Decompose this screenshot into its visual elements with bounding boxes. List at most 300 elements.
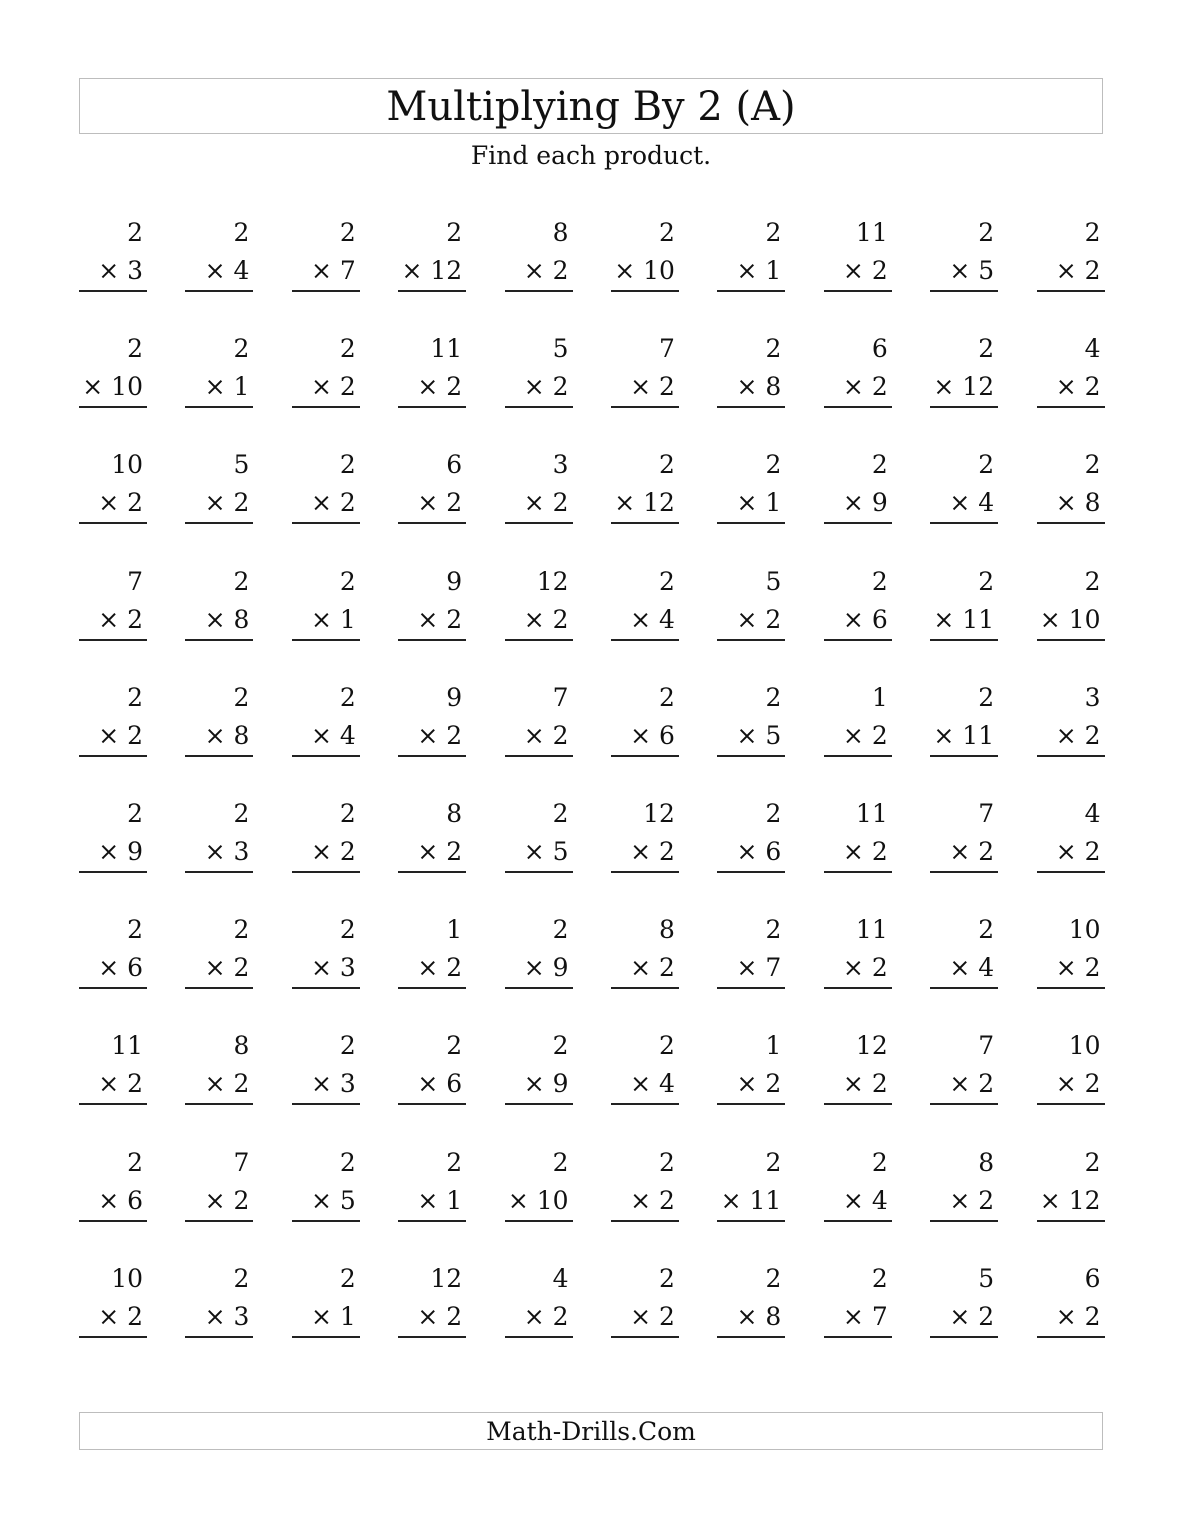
multiplier: × 3 (292, 949, 360, 989)
page-title: Multiplying By 2 (A) (386, 84, 796, 130)
problem-6-10 (1037, 795, 1105, 911)
multiplier: × 9 (505, 949, 573, 989)
multiplicand: 10 (1068, 1031, 1101, 1061)
multiplicand: 2 (659, 450, 675, 480)
multiplier: × 2 (824, 252, 892, 292)
multiplier: × 2 (79, 1065, 147, 1105)
multiplicand: 2 (233, 798, 250, 828)
problem-6-8 (824, 795, 892, 911)
problem-1-8 (824, 214, 892, 330)
problem-1-2 (185, 214, 253, 330)
multiplicand: 9 (446, 682, 463, 712)
problem-7-2 (185, 911, 253, 1027)
multiplicand: 3 (552, 450, 569, 480)
problem-8-9 (930, 1027, 998, 1143)
multiplier: × 11 (930, 717, 998, 757)
multiplier: × 3 (292, 1065, 360, 1105)
multiplier: × 2 (79, 484, 147, 524)
multiplicand: 1 (871, 682, 888, 712)
multiplier: × 7 (717, 949, 785, 989)
multiplier: × 12 (930, 368, 998, 408)
problem-8-2 (185, 1027, 253, 1143)
multiplicand: 2 (446, 1147, 463, 1177)
multiplicand: 11 (855, 915, 888, 945)
multiplicand: 4 (552, 1263, 569, 1293)
multiplier: × 1 (292, 1298, 360, 1338)
multiplier: × 10 (1037, 601, 1105, 641)
multiplicand: 2 (127, 218, 143, 247)
multiplier: × 2 (1037, 833, 1105, 873)
multiplicand: 2 (978, 915, 995, 945)
multiplicand: 6 (871, 334, 888, 364)
multiplicand: 2 (765, 218, 782, 247)
multiplicand: 11 (855, 798, 888, 828)
multiplicand: 2 (552, 798, 569, 828)
multiplier: × 2 (292, 484, 360, 524)
multiplicand: 8 (552, 218, 569, 247)
problem-5-7 (717, 679, 785, 795)
multiplier: × 3 (185, 1298, 253, 1338)
problem-2-1 (79, 330, 147, 446)
multiplicand: 2 (127, 1147, 143, 1177)
problem-1-7 (717, 214, 785, 330)
multiplicand: 2 (339, 1263, 356, 1293)
multiplicand: 7 (127, 566, 143, 596)
multiplier: × 5 (505, 833, 573, 873)
problem-8-3 (292, 1027, 360, 1143)
multiplicand: 2 (339, 1031, 356, 1061)
multiplicand: 12 (643, 798, 675, 828)
multiplicand: 2 (978, 334, 995, 364)
multiplier: × 2 (1037, 1065, 1105, 1105)
multiplier: × 2 (185, 1182, 253, 1222)
problem-7-4 (398, 911, 466, 1027)
multiplicand: 5 (552, 334, 569, 364)
multiplier: × 3 (185, 833, 253, 873)
problem-6-3 (292, 795, 360, 911)
multiplicand: 2 (978, 682, 995, 712)
multiplier: × 2 (824, 717, 892, 757)
multiplicand: 2 (1084, 450, 1101, 480)
multiplier: × 4 (930, 484, 998, 524)
problem-5-2 (185, 679, 253, 795)
multiplier: × 4 (930, 949, 998, 989)
multiplicand: 8 (978, 1147, 995, 1177)
multiplier: × 2 (1037, 949, 1105, 989)
multiplicand: 2 (659, 566, 675, 596)
problem-7-9 (930, 911, 998, 1027)
multiplier: × 2 (185, 949, 253, 989)
problem-5-3 (292, 679, 360, 795)
multiplicand: 2 (659, 1147, 675, 1177)
problem-1-6 (611, 214, 679, 330)
problem-9-7 (717, 1144, 785, 1260)
problem-3-8 (824, 446, 892, 562)
multiplicand: 2 (233, 682, 250, 712)
problem-2-2 (185, 330, 253, 446)
multiplicand: 12 (536, 566, 569, 596)
problem-9-6 (611, 1144, 679, 1260)
problem-6-7 (717, 795, 785, 911)
problem-10-7 (717, 1260, 785, 1376)
problem-9-8 (824, 1144, 892, 1260)
problem-2-9 (930, 330, 998, 446)
multiplier: × 9 (505, 1065, 573, 1105)
multiplier: × 2 (398, 484, 466, 524)
problem-1-4 (398, 214, 466, 330)
multiplicand: 2 (1084, 1147, 1101, 1177)
problem-10-6 (611, 1260, 679, 1376)
problem-grid (79, 214, 1103, 1376)
problem-7-8 (824, 911, 892, 1027)
multiplier: × 2 (505, 484, 573, 524)
multiplier: × 9 (824, 484, 892, 524)
problem-1-9 (930, 214, 998, 330)
multiplier: × 1 (717, 484, 785, 524)
multiplicand: 2 (446, 218, 463, 247)
problem-1-10 (1037, 214, 1105, 330)
problem-10-5 (505, 1260, 573, 1376)
multiplicand: 2 (127, 915, 143, 945)
multiplicand: 2 (339, 915, 356, 945)
multiplier: × 2 (292, 833, 360, 873)
multiplicand: 2 (233, 1263, 250, 1293)
problem-1-3 (292, 214, 360, 330)
multiplier: × 2 (79, 717, 147, 757)
problem-2-5 (505, 330, 573, 446)
multiplier: × 8 (717, 1298, 785, 1338)
multiplier: × 2 (611, 368, 679, 408)
problem-8-5 (505, 1027, 573, 1143)
problem-4-9 (930, 563, 998, 679)
multiplier: × 2 (79, 601, 147, 641)
multiplicand: 2 (552, 1147, 569, 1177)
multiplicand: 7 (659, 334, 675, 364)
multiplicand: 2 (233, 334, 250, 364)
multiplier: × 12 (1037, 1182, 1105, 1222)
multiplier: × 2 (398, 717, 466, 757)
multiplicand: 2 (1084, 566, 1101, 596)
multiplier: × 2 (930, 833, 998, 873)
multiplier: × 6 (611, 717, 679, 757)
multiplicand: 2 (978, 566, 995, 596)
multiplier: × 2 (611, 1182, 679, 1222)
problem-8-4 (398, 1027, 466, 1143)
problem-7-1 (79, 911, 147, 1027)
multiplier: × 6 (398, 1065, 466, 1105)
multiplier: × 12 (611, 484, 679, 524)
problem-5-10 (1037, 679, 1105, 795)
problem-3-10 (1037, 446, 1105, 562)
problem-5-4 (398, 679, 466, 795)
multiplier: × 4 (824, 1182, 892, 1222)
multiplicand: 2 (339, 218, 356, 247)
multiplier: × 9 (79, 833, 147, 873)
problem-10-3 (292, 1260, 360, 1376)
multiplier: × 2 (398, 368, 466, 408)
multiplier: × 4 (185, 252, 253, 292)
multiplicand: 10 (1068, 915, 1101, 945)
multiplier: × 2 (292, 368, 360, 408)
problem-10-4 (398, 1260, 466, 1376)
multiplier: × 2 (611, 1298, 679, 1338)
problem-7-10 (1037, 911, 1105, 1027)
problem-5-5 (505, 679, 573, 795)
problem-4-10 (1037, 563, 1105, 679)
problem-3-2 (185, 446, 253, 562)
multiplier: × 2 (505, 252, 573, 292)
multiplicand: 2 (339, 682, 356, 712)
problem-8-7 (717, 1027, 785, 1143)
multiplier: × 2 (824, 1065, 892, 1105)
multiplicand: 7 (978, 798, 995, 828)
multiplicand: 8 (659, 915, 675, 945)
problem-9-2 (185, 1144, 253, 1260)
multiplicand: 2 (765, 1147, 782, 1177)
multiplier: × 2 (930, 1182, 998, 1222)
multiplicand: 10 (111, 450, 143, 480)
multiplier: × 7 (824, 1298, 892, 1338)
multiplier: × 11 (930, 601, 998, 641)
multiplicand: 2 (552, 1031, 569, 1061)
multiplicand: 5 (978, 1263, 995, 1293)
problem-6-6 (611, 795, 679, 911)
multiplier: × 4 (292, 717, 360, 757)
multiplicand: 12 (855, 1031, 888, 1061)
problem-3-4 (398, 446, 466, 562)
problem-10-10 (1037, 1260, 1105, 1376)
multiplicand: 2 (339, 798, 356, 828)
multiplicand: 4 (1084, 798, 1101, 828)
multiplier: × 2 (398, 1298, 466, 1338)
multiplicand: 2 (339, 566, 356, 596)
multiplier: × 6 (717, 833, 785, 873)
multiplicand: 7 (552, 682, 569, 712)
multiplier: × 2 (505, 368, 573, 408)
problem-10-2 (185, 1260, 253, 1376)
multiplier: × 2 (824, 833, 892, 873)
multiplicand: 2 (765, 915, 782, 945)
problem-3-5 (505, 446, 573, 562)
multiplicand: 11 (430, 334, 463, 364)
problem-4-2 (185, 563, 253, 679)
problem-4-5 (505, 563, 573, 679)
problem-6-1 (79, 795, 147, 911)
multiplicand: 2 (871, 1147, 888, 1177)
multiplier: × 2 (611, 949, 679, 989)
multiplicand: 2 (765, 334, 782, 364)
multiplicand: 9 (446, 566, 463, 596)
problem-7-3 (292, 911, 360, 1027)
multiplicand: 4 (1084, 334, 1101, 364)
problem-9-1 (79, 1144, 147, 1260)
instructions: Find each product. (470, 141, 712, 170)
multiplier: × 1 (292, 601, 360, 641)
problem-9-9 (930, 1144, 998, 1260)
multiplier: × 2 (824, 949, 892, 989)
multiplier: × 2 (1037, 717, 1105, 757)
multiplicand: 6 (1084, 1263, 1101, 1293)
problem-8-8 (824, 1027, 892, 1143)
multiplier: × 4 (611, 1065, 679, 1105)
multiplicand: 2 (765, 798, 782, 828)
multiplier: × 2 (717, 1065, 785, 1105)
multiplicand: 2 (1084, 218, 1101, 247)
multiplier: × 12 (398, 252, 466, 292)
problem-2-7 (717, 330, 785, 446)
multiplier: × 6 (824, 601, 892, 641)
multiplier: × 8 (185, 717, 253, 757)
footer-box (79, 1412, 1103, 1450)
multiplier: × 10 (79, 368, 147, 408)
multiplicand: 2 (871, 450, 888, 480)
multiplicand: 2 (871, 566, 888, 596)
multiplicand: 7 (978, 1031, 995, 1061)
multiplicand: 2 (659, 682, 675, 712)
multiplicand: 5 (765, 566, 782, 596)
multiplier: × 2 (824, 368, 892, 408)
problem-8-6 (611, 1027, 679, 1143)
multiplier: × 8 (717, 368, 785, 408)
multiplicand: 2 (233, 566, 250, 596)
problem-10-1 (79, 1260, 147, 1376)
problem-1-1 (79, 214, 147, 330)
multiplicand: 2 (446, 1031, 463, 1061)
problem-2-8 (824, 330, 892, 446)
problem-5-8 (824, 679, 892, 795)
problem-3-1 (79, 446, 147, 562)
multiplicand: 2 (765, 1263, 782, 1293)
multiplicand: 2 (978, 450, 995, 480)
multiplicand: 5 (233, 450, 250, 480)
multiplier: × 2 (398, 833, 466, 873)
problem-6-9 (930, 795, 998, 911)
multiplier: × 2 (505, 1298, 573, 1338)
multiplier: × 2 (505, 601, 573, 641)
problem-4-1 (79, 563, 147, 679)
problem-10-9 (930, 1260, 998, 1376)
multiplier: × 11 (717, 1182, 785, 1222)
problem-9-10 (1037, 1144, 1105, 1260)
multiplicand: 2 (765, 682, 782, 712)
problem-5-6 (611, 679, 679, 795)
problem-6-5 (505, 795, 573, 911)
multiplicand: 11 (111, 1031, 143, 1061)
multiplicand: 2 (659, 1031, 675, 1061)
problem-7-5 (505, 911, 573, 1027)
problem-7-6 (611, 911, 679, 1027)
multiplicand: 6 (446, 450, 463, 480)
multiplier: × 6 (79, 949, 147, 989)
multiplier: × 1 (717, 252, 785, 292)
problem-5-9 (930, 679, 998, 795)
multiplier: × 2 (611, 833, 679, 873)
problem-4-6 (611, 563, 679, 679)
multiplicand: 2 (552, 915, 569, 945)
problem-9-4 (398, 1144, 466, 1260)
multiplier: × 2 (79, 1298, 147, 1338)
multiplier: × 2 (1037, 1298, 1105, 1338)
problem-1-5 (505, 214, 573, 330)
problem-4-3 (292, 563, 360, 679)
multiplier: × 7 (292, 252, 360, 292)
multiplicand: 2 (233, 915, 250, 945)
multiplier: × 2 (1037, 368, 1105, 408)
title-box (79, 78, 1103, 134)
multiplicand: 11 (855, 218, 888, 247)
multiplicand: 10 (111, 1263, 143, 1293)
multiplier: × 8 (185, 601, 253, 641)
multiplicand: 1 (446, 915, 463, 945)
problem-7-7 (717, 911, 785, 1027)
problem-2-3 (292, 330, 360, 446)
problem-2-6 (611, 330, 679, 446)
problem-3-6 (611, 446, 679, 562)
multiplicand: 2 (765, 450, 782, 480)
multiplier: × 5 (930, 252, 998, 292)
multiplicand: 2 (233, 218, 250, 247)
multiplier: × 5 (292, 1182, 360, 1222)
multiplier: × 1 (398, 1182, 466, 1222)
problem-5-1 (79, 679, 147, 795)
multiplicand: 2 (871, 1263, 888, 1293)
multiplicand: 3 (1084, 682, 1101, 712)
problem-4-7 (717, 563, 785, 679)
problem-10-8 (824, 1260, 892, 1376)
multiplier: × 2 (398, 949, 466, 989)
problem-3-7 (717, 446, 785, 562)
multiplier: × 8 (1037, 484, 1105, 524)
problem-8-1 (79, 1027, 147, 1143)
multiplier: × 1 (185, 368, 253, 408)
problem-9-3 (292, 1144, 360, 1260)
multiplicand: 2 (978, 218, 995, 247)
multiplicand: 8 (233, 1031, 250, 1061)
multiplier: × 2 (930, 1065, 998, 1105)
multiplicand: 8 (446, 798, 463, 828)
multiplier: × 4 (611, 601, 679, 641)
multiplicand: 2 (127, 682, 143, 712)
multiplier: × 2 (505, 717, 573, 757)
multiplicand: 2 (339, 1147, 356, 1177)
multiplier: × 2 (930, 1298, 998, 1338)
problem-3-9 (930, 446, 998, 562)
problem-3-3 (292, 446, 360, 562)
multiplier: × 6 (79, 1182, 147, 1222)
multiplicand: 2 (339, 334, 356, 364)
multiplicand: 2 (659, 218, 675, 247)
problem-6-4 (398, 795, 466, 911)
multiplicand: 12 (430, 1263, 463, 1293)
multiplier: × 10 (505, 1182, 573, 1222)
multiplicand: 2 (127, 334, 143, 364)
problem-9-5 (505, 1144, 573, 1260)
multiplicand: 7 (233, 1147, 250, 1177)
multiplicand: 2 (127, 798, 143, 828)
multiplicand: 2 (339, 450, 356, 480)
multiplier: × 2 (185, 1065, 253, 1105)
problem-6-2 (185, 795, 253, 911)
problem-4-8 (824, 563, 892, 679)
multiplier: × 2 (398, 601, 466, 641)
multiplicand: 1 (765, 1031, 782, 1061)
problem-8-10 (1037, 1027, 1105, 1143)
multiplier: × 5 (717, 717, 785, 757)
footer-text: Math-Drills.Com (486, 1417, 696, 1446)
multiplier: × 2 (717, 601, 785, 641)
multiplier: × 10 (611, 252, 679, 292)
multiplier: × 2 (185, 484, 253, 524)
